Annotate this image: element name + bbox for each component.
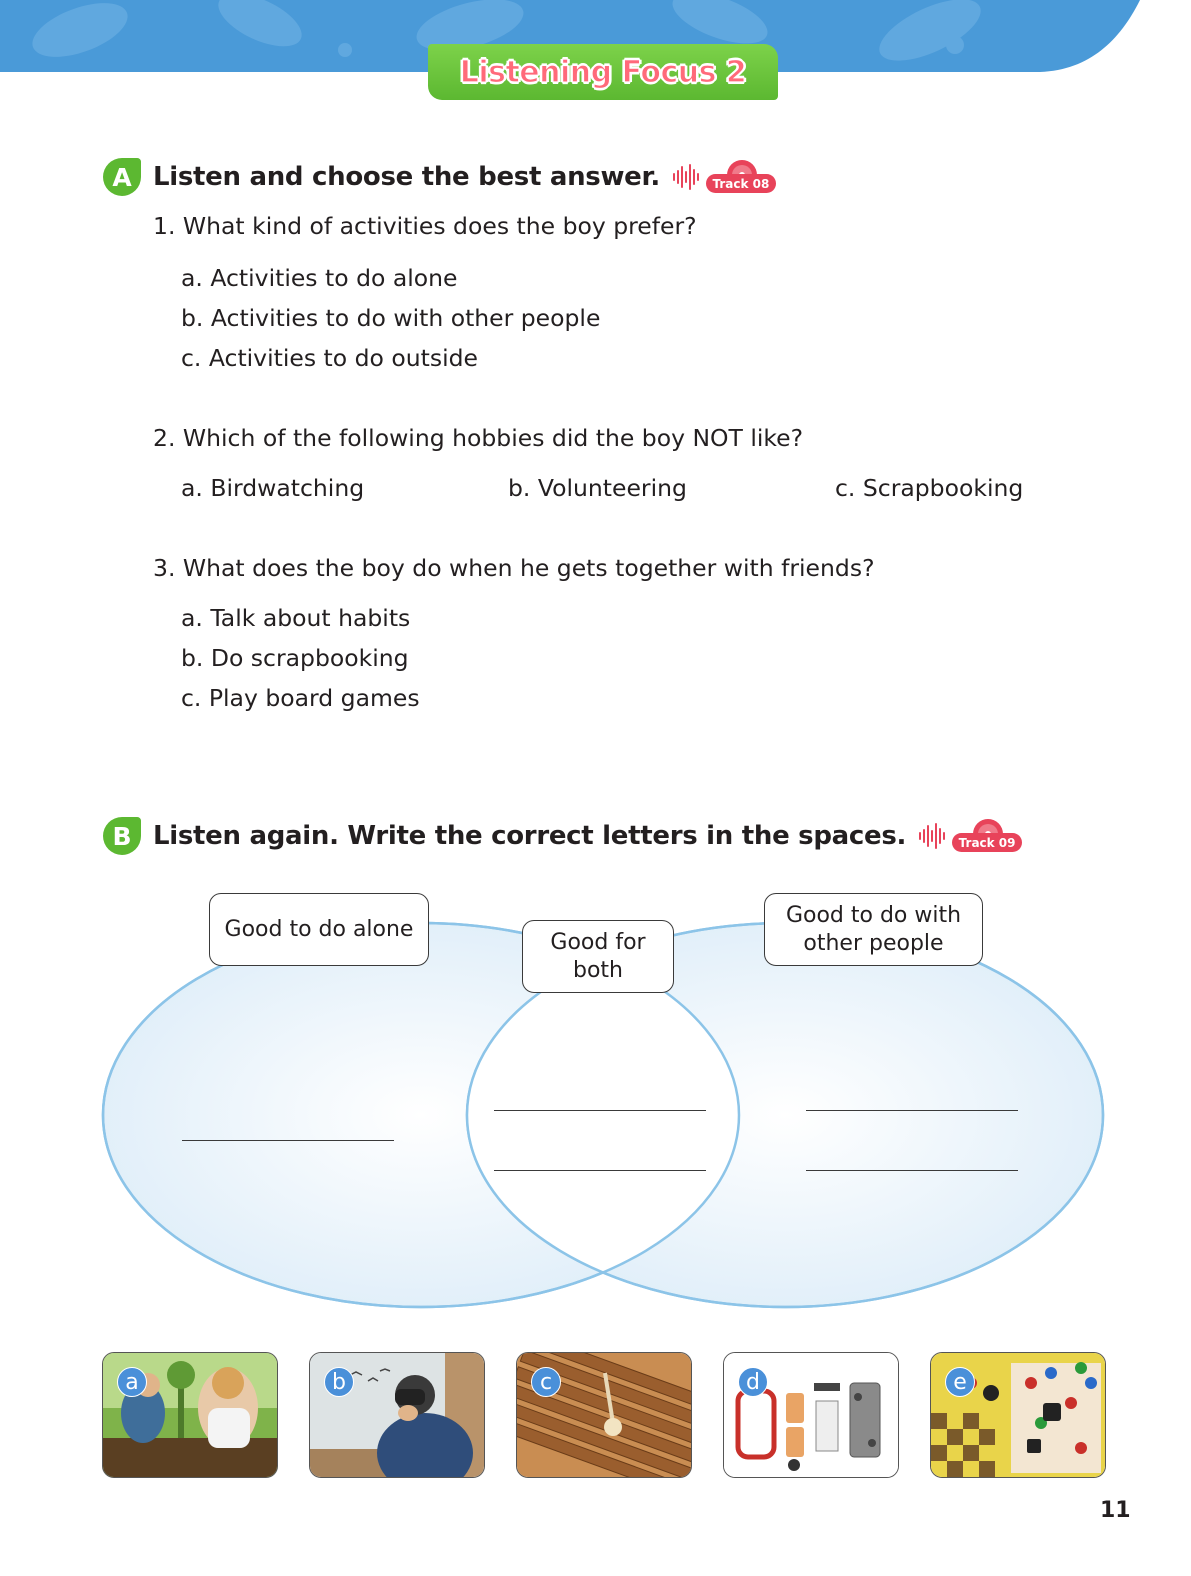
photo-b-letter: b <box>324 1367 354 1397</box>
track-label: Track 08 <box>706 174 776 193</box>
photo-e-letter: e <box>945 1367 975 1397</box>
label-alone-text: Good to do alone <box>224 916 414 942</box>
answer-line-both-1[interactable] <box>494 1110 706 1111</box>
label-with-others-line2: other people <box>803 930 944 956</box>
photo-a <box>102 1352 278 1478</box>
label-both <box>522 920 674 993</box>
label-with-others <box>764 893 983 966</box>
photo-d-letter: d <box>738 1367 768 1397</box>
q2-option-b[interactable]: b. Volunteering <box>508 474 687 502</box>
section-a-badge: A <box>103 158 141 196</box>
photo-c <box>516 1352 692 1478</box>
section-a-instruction: Listen and choose the best answer. <box>153 162 660 192</box>
answer-line-others-1[interactable] <box>806 1110 1018 1111</box>
q1-option-c[interactable]: c. Activities to do outside <box>181 344 478 372</box>
q1-option-a[interactable]: a. Activities to do alone <box>181 264 458 292</box>
q3-option-b[interactable]: b. Do scrapbooking <box>181 644 409 672</box>
page-title: Listening Focus 2 <box>459 54 747 90</box>
label-both-line1: Good for <box>550 929 646 955</box>
label-alone <box>209 893 429 966</box>
photo-c-letter: c <box>531 1367 561 1397</box>
label-with-others-line1: Good to do with <box>785 902 962 928</box>
answer-line-others-2[interactable] <box>806 1170 1018 1171</box>
section-b-instruction: Listen again. Write the correct letters in the spaces. <box>153 821 907 851</box>
question-3: 3. What does the boy do when he gets together with friends? <box>153 554 875 582</box>
question-1: 1. What kind of activities does the boy prefer? <box>153 212 697 240</box>
answer-line-both-2[interactable] <box>494 1170 706 1171</box>
photo-e <box>930 1352 1106 1478</box>
track-label: Track 09 <box>952 833 1022 852</box>
answer-line-alone[interactable] <box>182 1140 394 1141</box>
photo-a-letter: a <box>117 1367 147 1397</box>
section-b-badge: B <box>103 817 141 855</box>
photo-b <box>309 1352 485 1478</box>
q1-option-b[interactable]: b. Activities to do with other people <box>181 304 601 332</box>
q3-option-c[interactable]: c. Play board games <box>181 684 420 712</box>
q2-option-c[interactable]: c. Scrapbooking <box>835 474 1024 502</box>
q2-option-a[interactable]: a. Birdwatching <box>181 474 365 502</box>
photo-d <box>723 1352 899 1478</box>
label-both-line2: both <box>573 957 623 983</box>
question-2: 2. Which of the following hobbies did the boy NOT like? <box>153 424 804 452</box>
page-number: 11 <box>1100 1498 1131 1523</box>
q3-option-a[interactable]: a. Talk about habits <box>181 604 411 632</box>
